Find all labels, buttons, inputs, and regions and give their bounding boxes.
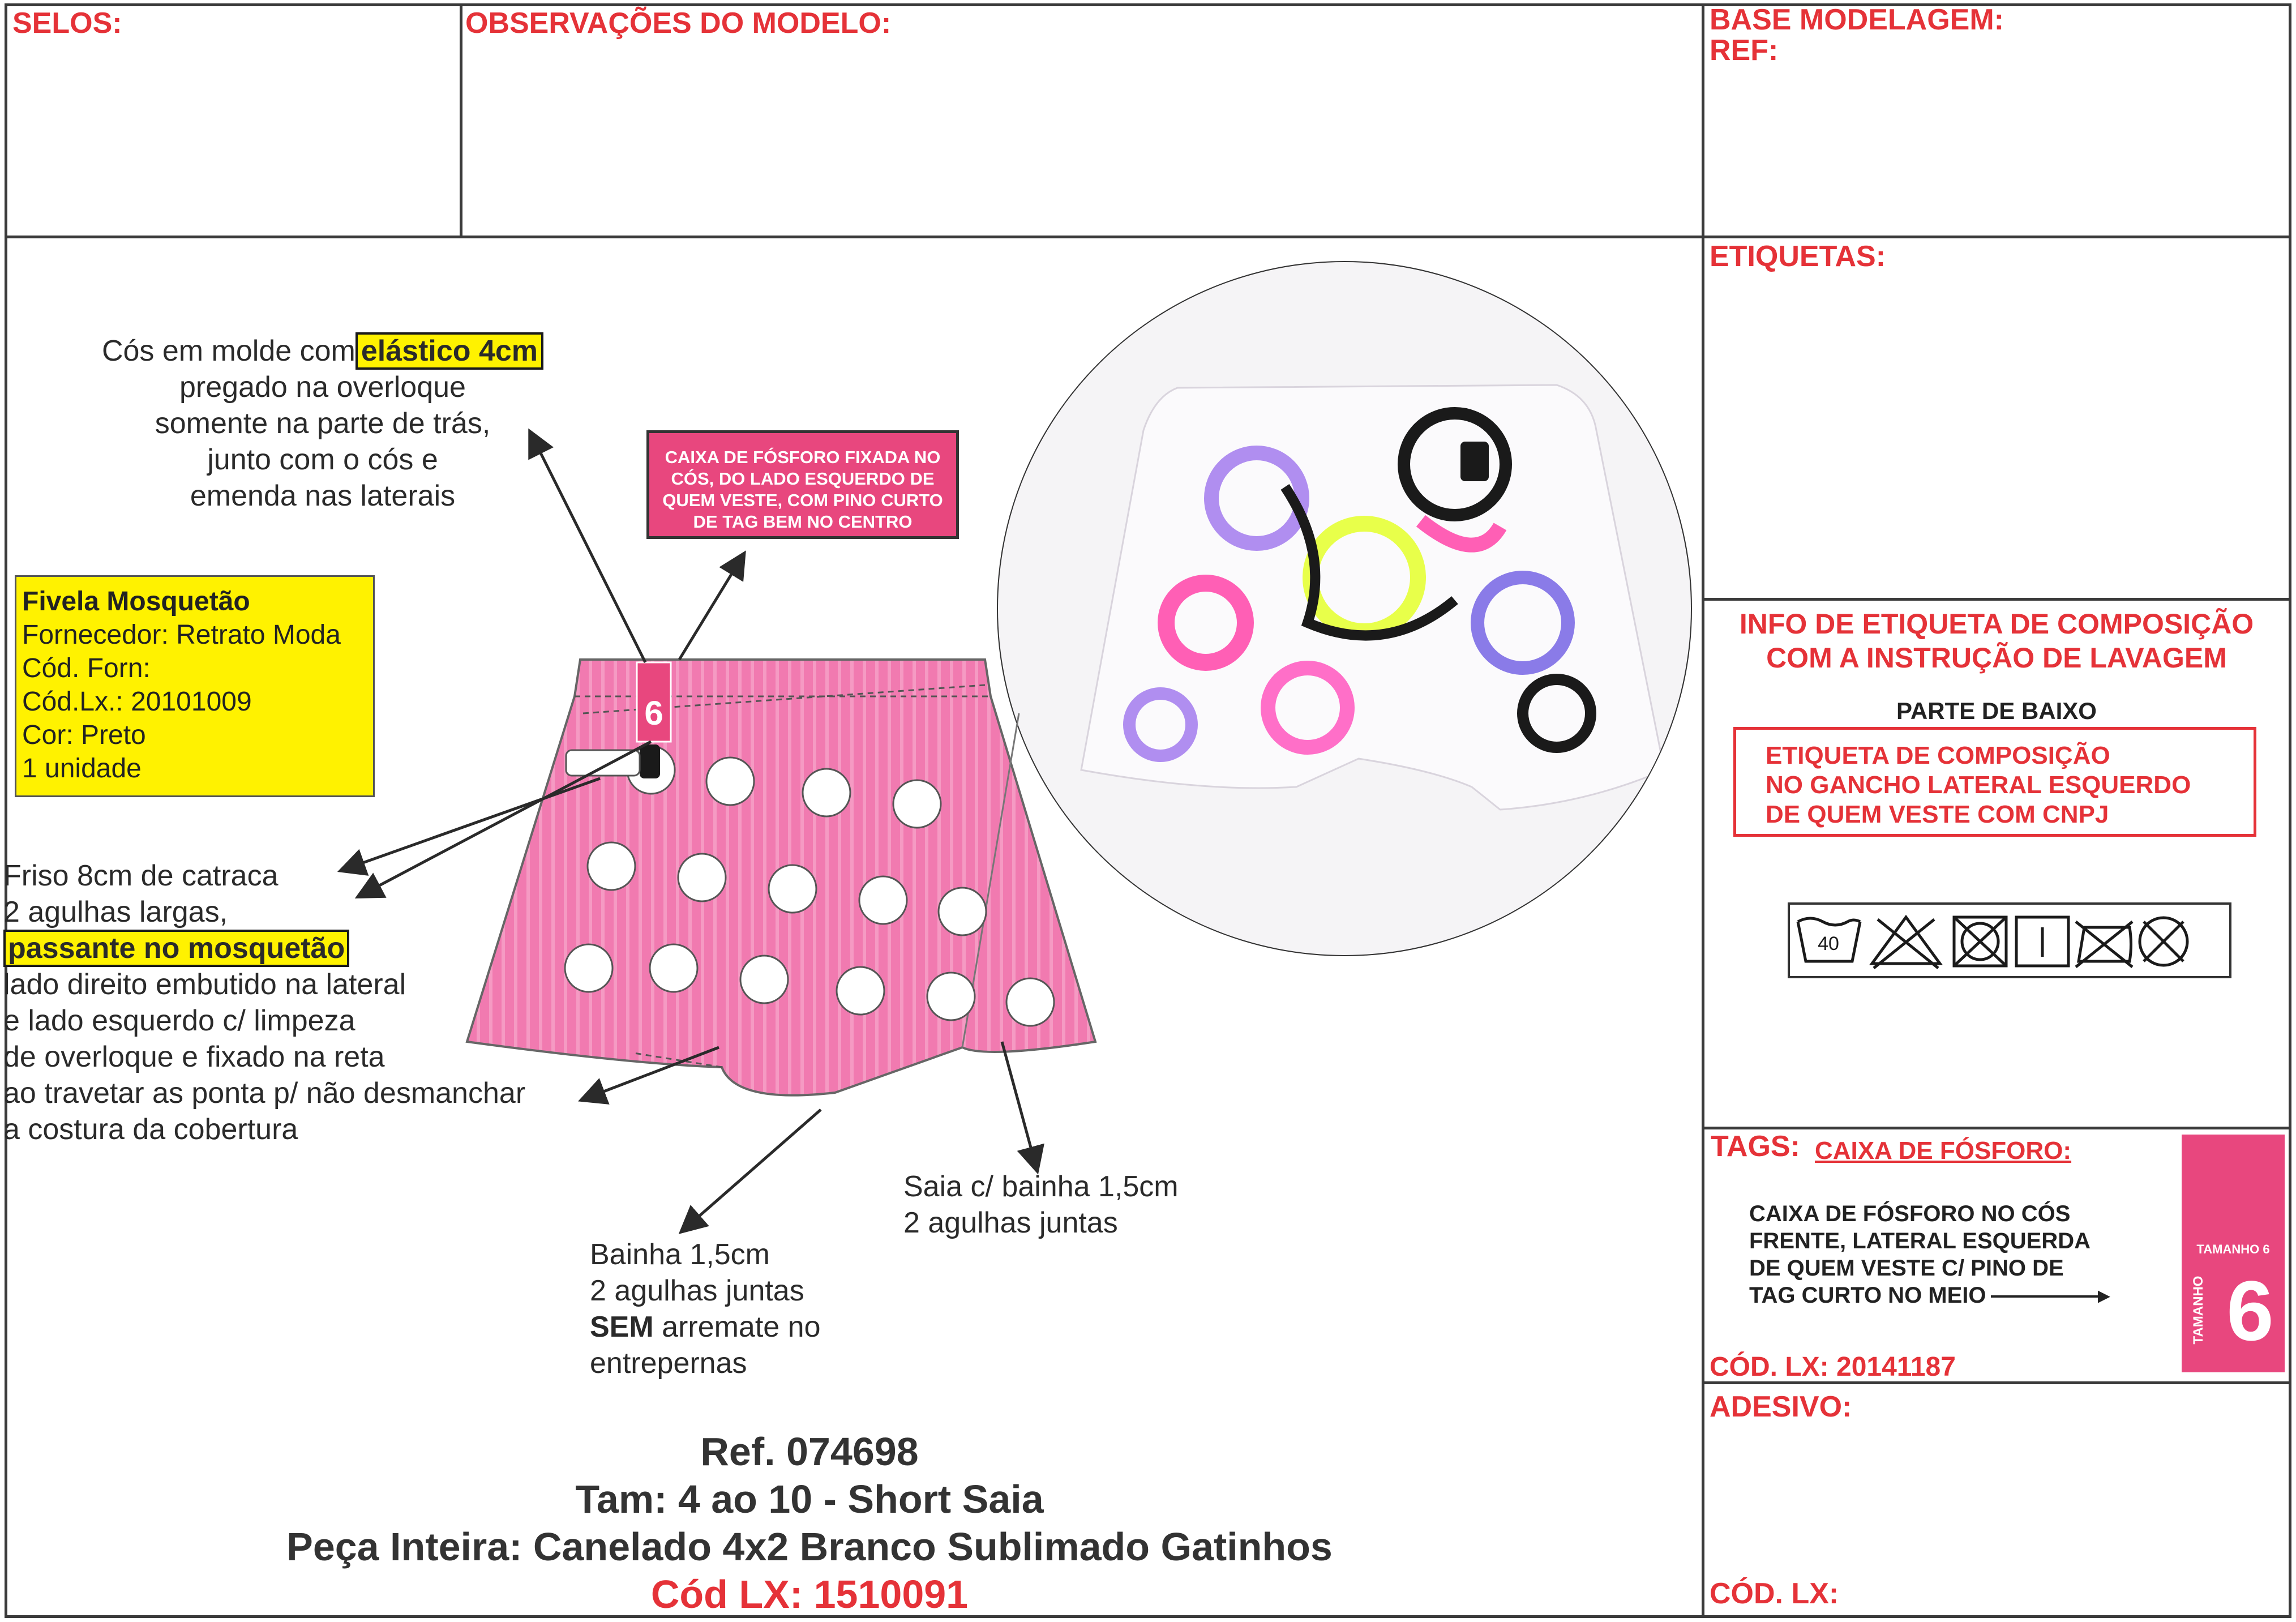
saia-annotation xyxy=(903,1169,1179,1241)
wash-icons xyxy=(1790,905,2229,976)
caixa-instructions xyxy=(1749,1200,2110,1309)
composicao-line: NO GANCHO LATERAL ESQUERDO xyxy=(1766,771,2191,799)
bainha-bold: SEM xyxy=(590,1311,654,1343)
bainha-line: entrepernas xyxy=(590,1347,747,1380)
adesivo-label: ADESIVO: xyxy=(1710,1390,1852,1423)
wash-temp: 40 xyxy=(1818,933,1839,955)
bainha-line: Bainha 1,5cm xyxy=(590,1238,770,1271)
size-tag-label: TAMANHO 6 xyxy=(2196,1242,2270,1256)
caixa-line: TAG CURTO NO MEIO xyxy=(1749,1283,1986,1308)
composicao-line: ETIQUETA DE COMPOSIÇÃO xyxy=(1766,742,2110,769)
fivela-line: Fornecedor: Retrato Moda xyxy=(22,620,341,650)
size-tag xyxy=(2182,1135,2285,1372)
divider-right-1 xyxy=(1702,236,2291,238)
cos-text: Cós em molde com xyxy=(101,335,355,367)
bainha-line: 2 agulhas juntas xyxy=(590,1274,804,1307)
fivela-line: 1 unidade xyxy=(22,754,142,784)
info-title xyxy=(1706,607,2287,675)
friso-line: de overloque e fixado na reta xyxy=(3,1041,385,1073)
cos-line: junto com o cós e xyxy=(207,443,438,476)
size-tag-side: TAMANHO xyxy=(2191,1276,2206,1345)
cod-tag: CÓD. LX: 20141187 xyxy=(1710,1352,1956,1382)
cos-line: pregado na overloque xyxy=(179,371,466,404)
wash-symbols xyxy=(1788,902,2231,978)
friso-line: 2 agulhas largas, xyxy=(3,896,228,928)
fivela-line: Cód.Lx.: 20101009 xyxy=(22,687,252,717)
footer-ref: Ref. 074698 xyxy=(700,1430,919,1474)
footer-tam: Tam: 4 ao 10 - Short Saia xyxy=(575,1477,1044,1521)
garment-tag-size: 6 xyxy=(644,694,663,732)
caixa-label: CAIXA DE FÓSFORO: xyxy=(1815,1137,2072,1165)
friso-line: e lado esquerdo c/ limpeza xyxy=(3,1004,355,1037)
bainha-annotation xyxy=(590,1236,821,1381)
fivela-line: Cód. Forn: xyxy=(22,653,151,683)
caixa-line: FRENTE, LATERAL ESQUERDA xyxy=(1749,1229,2091,1253)
friso-highlight: passante no mosquetão xyxy=(3,930,349,967)
cos-line: emenda nas laterais xyxy=(190,480,456,512)
caixa-line: CAIXA DE FÓSFORO NO CÓS xyxy=(1749,1201,2071,1226)
divider-right-2 xyxy=(1702,598,2291,601)
size-tag-number: 6 xyxy=(2226,1263,2274,1358)
friso-line: a costura da cobertura xyxy=(3,1113,298,1146)
selos-label: SELOS: xyxy=(12,7,122,40)
bainha-rest: arremate no xyxy=(653,1311,821,1343)
composicao-box xyxy=(1733,727,2256,837)
caixa-line: DE QUEM VESTE C/ PINO DE xyxy=(1749,1256,2064,1281)
friso-line: Friso 8cm de catraca xyxy=(3,859,279,892)
ref-label: REF: xyxy=(1710,34,1779,67)
arrow-right-icon: ▸ xyxy=(2098,1283,2110,1308)
info-title-line: INFO DE ETIQUETA DE COMPOSIÇÃO xyxy=(1739,608,2254,640)
info-title-line: COM A INSTRUÇÃO DE LAVAGEM xyxy=(1766,642,2227,674)
footer-peca: Peça Inteira: Canelado 4x2 Branco Sublimado Gatinhos xyxy=(286,1525,1333,1569)
cos-line: somente na parte de trás, xyxy=(155,407,491,440)
friso-line: lado direito embutido na lateral xyxy=(3,968,406,1001)
tags-label: TAGS: xyxy=(1711,1130,1800,1163)
caixa-fosforo-note: CAIXA DE FÓSFORO FIXADA NO CÓS, DO LADO ESQUERDO DE QUEM VESTE, COM PINO CURTO DE TAG BEM NO CENTRO xyxy=(646,430,959,539)
cod-lx-label: CÓD. LX: xyxy=(1710,1577,1839,1610)
fivela-line: Cor: Preto xyxy=(22,720,146,750)
etiquetas-label: ETIQUETAS: xyxy=(1710,240,1886,273)
footer-cod: Cód LX: 1510091 xyxy=(650,1572,969,1616)
parte-de-baixo: PARTE DE BAIXO xyxy=(1896,697,2097,724)
divider-right-3 xyxy=(1702,1127,2291,1129)
composicao-line: DE QUEM VESTE COM CNPJ xyxy=(1766,801,2109,828)
fivela-title: Fivela Mosquetão xyxy=(22,587,250,617)
observacoes-label: OBSERVAÇÕES DO MODELO: xyxy=(465,7,892,40)
divider-main-right xyxy=(1702,3,1704,1618)
saia-line: Saia c/ bainha 1,5cm xyxy=(903,1170,1179,1203)
friso-line: ao travetar as ponta p/ não desmanchar xyxy=(3,1077,526,1110)
friso-annotation xyxy=(3,858,603,1148)
cos-highlight: elástico 4cm xyxy=(355,332,543,370)
base-modelagem-label: BASE MODELAGEM: xyxy=(1710,3,2004,36)
saia-line: 2 agulhas juntas xyxy=(903,1206,1118,1239)
